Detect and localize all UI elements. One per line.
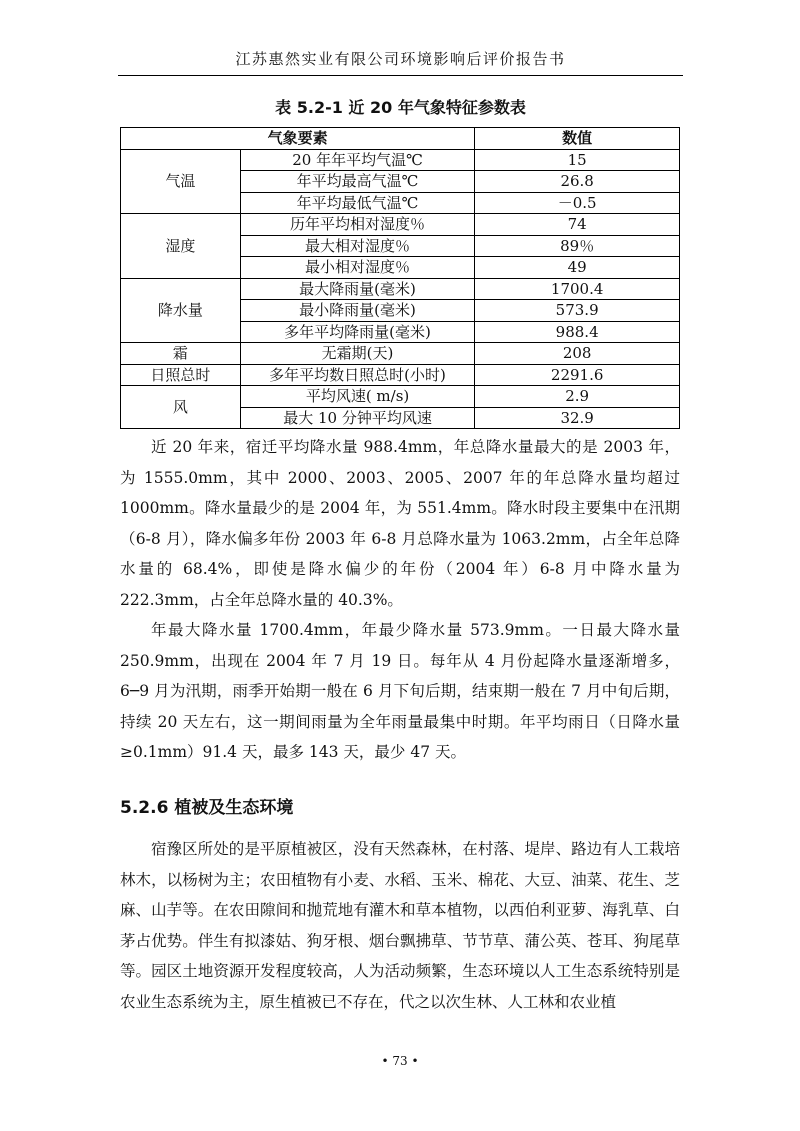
item-cell: 多年平均数日照总时(小时) [240,364,475,386]
item-cell: 最小降雨量(毫米) [240,300,475,322]
paragraph: 宿豫区所处的是平原植被区，没有天然森林，在村落、堤岸、路边有人工栽培林木，以杨树为主；农田植物有小麦、水稻、玉米、棉花、大豆、油菜、花生、芝麻、山芋等。在农田隙间和抛荒地有灌木和草本植物，以西伯利亚萝、海乳草、白茅占优势。伴生有拟漆姑、狗牙根、烟台飘拂草、节节草、蒲公英、苍耳、狗尾草等。园区土地资源开发程度较高，人为活动频繁，生态环境以人工生态系统特别是农业生态系统为主，原生植被已不存在，代之以次生林、人工林和农业植 [120,840,680,1011]
value-cell: 74 [475,214,680,236]
item-cell: 20 年年平均气温℃ [240,149,475,171]
value-cell: 15 [475,149,680,171]
group-cell: 湿度 [121,214,241,279]
group-cell: 霜 [121,343,241,365]
paragraph: 近 20 年来，宿迁平均降水量 988.4mm，年总降水量最大的是 2003 年，为 1555.0mm，其中 2000、2003、2005、2007 年的年总降水量均超过 1000mm。降水量最少的是 2004 年，为 551.4mm。降水时段主要集中在汛期（6-8 月），降水偏多年份 2003 年 6-8 月总降水量为 1063.2mm，占全年总降水量的 68.4%，即使是降水偏少的年份（2004 年）6-8 月中降水量为 222.3mm，占全年总降水量的 40.3%。 [120,438,680,609]
value-cell: 1700.4 [475,278,680,300]
climate-text-block [120,432,680,768]
table-row [121,386,680,408]
table-row [121,149,680,171]
table-title: 表 5.2-1 近 20 年气象特征参数表 [275,98,526,117]
section-number: 5.2.6 [120,798,169,818]
table-row [121,278,680,300]
item-cell: 平均风速( m/s) [240,386,475,408]
section-heading [120,793,293,818]
item-cell: 年平均最低气温℃ [240,192,475,214]
page-header: 江苏惠然实业有限公司环境影响后评价报告书 [118,48,683,76]
group-cell: 降水量 [121,278,241,343]
value-cell: 49 [475,257,680,279]
table-row [121,214,680,236]
item-cell: 多年平均降雨量(毫米) [240,321,475,343]
paragraph: 年最大降水量 1700.4mm，年最少降水量 573.9mm。一日最大降水量 250.9mm，出现在 2004 年 7 月 19 日。每年从 4 月份起降水量逐渐增多，6─9 月为汛期，雨季开始期一般在 6 月下旬后期，结束期一般在 7 月中旬后期，持续 20 天左右，这一期间雨量为全年雨量最集中时期。年平均雨日（日降水量≥0.1mm）91.4 天，最多 143 天，最少 47 天。 [120,621,680,761]
section-title-text: 植被及生态环境 [174,798,294,818]
table-header-row [121,128,680,150]
group-cell: 日照总时 [121,364,241,386]
vegetation-text-block [120,834,680,1017]
table-row [121,343,680,365]
value-cell: 32.9 [475,407,680,429]
page-number: • 73 • [381,1054,419,1068]
value-cell: 89％ [475,235,680,257]
item-cell: 年平均最高气温℃ [240,171,475,193]
item-cell: 最大降雨量(毫米) [240,278,475,300]
value-cell: 2291.6 [475,364,680,386]
header-cell-value: 数值 [475,128,680,150]
value-cell: 208 [475,343,680,365]
value-cell: 26.8 [475,171,680,193]
value-cell: －0.5 [475,192,680,214]
header-cell-element: 气象要素 [121,128,475,150]
item-cell: 最小相对湿度％ [240,257,475,279]
group-cell: 风 [121,386,241,429]
item-cell: 历年平均相对湿度％ [240,214,475,236]
meteorological-parameters-table [120,127,680,429]
value-cell: 573.9 [475,300,680,322]
item-cell: 最大 10 分钟平均风速 [240,407,475,429]
table-row [121,364,680,386]
value-cell: 988.4 [475,321,680,343]
value-cell: 2.9 [475,386,680,408]
item-cell: 最大相对湿度％ [240,235,475,257]
item-cell: 无霜期(天) [240,343,475,365]
group-cell: 气温 [121,149,241,214]
